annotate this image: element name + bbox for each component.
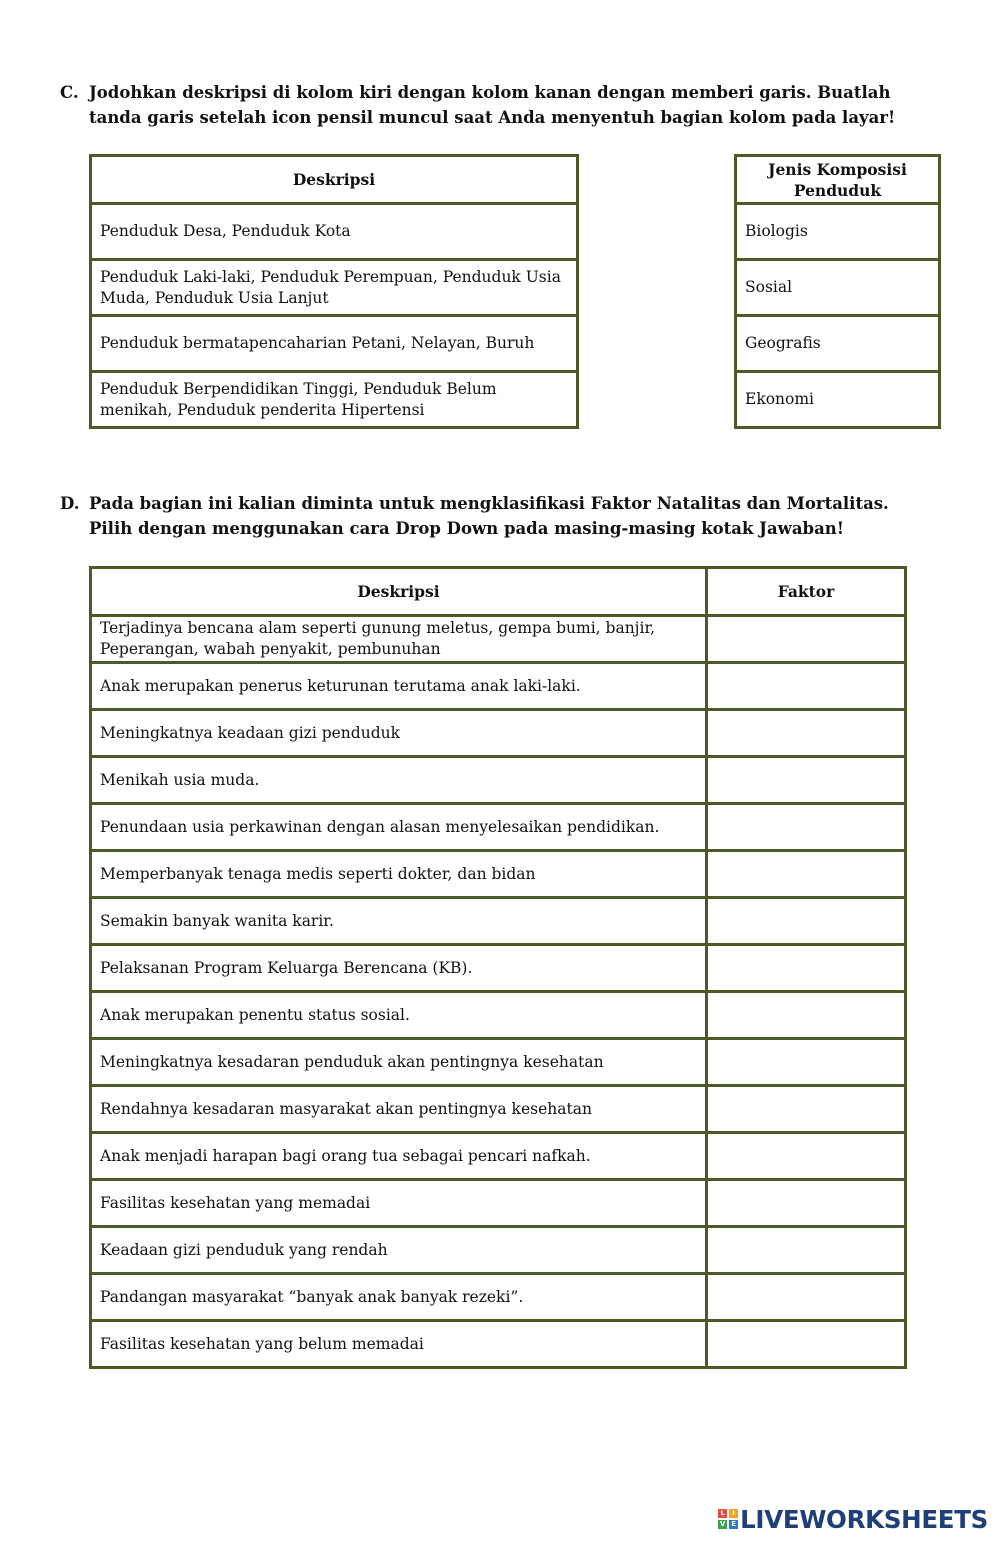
factor-answer-dropdown[interactable] — [707, 945, 906, 992]
table-row — [736, 260, 940, 316]
factor-answer-dropdown[interactable] — [707, 1274, 906, 1321]
matching-right-item[interactable]: Ekonomi — [736, 372, 940, 428]
factor-answer-dropdown[interactable] — [707, 1086, 906, 1133]
factor-description: Pelaksanan Program Keluarga Berencana (KB). — [91, 945, 707, 992]
matching-description-table — [89, 154, 579, 429]
table-row — [91, 1086, 906, 1133]
composition-header: Jenis Komposisi Penduduk — [736, 156, 940, 204]
logo-text: LIVEWORKSHEETS — [740, 1504, 988, 1534]
factor-description: Anak merupakan penerus keturunan terutama anak laki-laki. — [91, 663, 707, 710]
factor-answer-dropdown[interactable] — [707, 804, 906, 851]
factor-answer-dropdown[interactable] — [707, 1227, 906, 1274]
table-row — [91, 372, 578, 428]
factor-answer-dropdown[interactable] — [707, 1133, 906, 1180]
table-row — [91, 260, 578, 316]
section-c-letter: C. — [60, 83, 79, 102]
factor-description: Terjadinya bencana alam seperti gunung meletus, gempa bumi, banjir, Peperangan, wabah penyakit, pembunuhan — [91, 616, 707, 663]
factor-answer-dropdown[interactable] — [707, 757, 906, 804]
matching-left-item[interactable]: Penduduk bermatapencaharian Petani, Nelayan, Buruh — [91, 316, 578, 372]
table-row — [736, 316, 940, 372]
matching-left-item[interactable]: Penduduk Desa, Penduduk Kota — [91, 204, 578, 260]
section-d-instruction: Pada bagian ini kalian diminta untuk mengklasifikasi Faktor Natalitas dan Mortalitas. Pilih dengan menggunakan cara Drop Down pada masing-masing kotak Jawaban! — [89, 494, 889, 538]
instruction-d — [60, 491, 920, 541]
live-mark-letter: L — [718, 1509, 727, 1518]
factor-description: Meningkatnya kesadaran penduduk akan pentingnya kesehatan — [91, 1039, 707, 1086]
table-row — [91, 316, 578, 372]
factor-description: Meningkatnya keadaan gizi penduduk — [91, 710, 707, 757]
factor-answer-dropdown[interactable] — [707, 616, 906, 663]
factor-answer-dropdown[interactable] — [707, 710, 906, 757]
matching-composition-table — [734, 154, 941, 429]
table-row — [91, 616, 906, 663]
table-row — [91, 1321, 906, 1368]
table-row — [736, 372, 940, 428]
factor-description: Semakin banyak wanita karir. — [91, 898, 707, 945]
factor-answer-dropdown[interactable] — [707, 1180, 906, 1227]
live-mark-letter: I — [729, 1509, 738, 1518]
table-row — [91, 851, 906, 898]
liveworksheets-logo — [718, 1503, 988, 1535]
table-row — [91, 1133, 906, 1180]
table-row — [91, 1227, 906, 1274]
factor-description: Fasilitas kesehatan yang memadai — [91, 1180, 707, 1227]
factor-answer-dropdown[interactable] — [707, 851, 906, 898]
table-row — [91, 898, 906, 945]
table-row — [91, 804, 906, 851]
table-row — [91, 1039, 906, 1086]
table-row — [91, 992, 906, 1039]
table-row — [91, 710, 906, 757]
table-row — [91, 1180, 906, 1227]
description-header: Deskripsi — [91, 156, 578, 204]
matching-left-item[interactable]: Penduduk Laki-laki, Penduduk Perempuan, Penduduk Usia Muda, Penduduk Usia Lanjut — [91, 260, 578, 316]
factor-header: Faktor — [707, 568, 906, 616]
factor-description: Memperbanyak tenaga medis seperti dokter, dan bidan — [91, 851, 707, 898]
live-mark-icon — [718, 1509, 738, 1529]
factor-answer-dropdown[interactable] — [707, 663, 906, 710]
matching-right-item[interactable]: Biologis — [736, 204, 940, 260]
factor-classification-table — [89, 566, 907, 1369]
factor-description: Penundaan usia perkawinan dengan alasan menyelesaikan pendidikan. — [91, 804, 707, 851]
table-header-row — [91, 156, 578, 204]
section-c-instruction: Jodohkan deskripsi di kolom kiri dengan kolom kanan dengan memberi garis. Buatlah tanda garis setelah icon pensil muncul saat Anda menyentuh bagian kolom pada layar! — [89, 83, 896, 127]
description-header: Deskripsi — [91, 568, 707, 616]
table-row — [91, 1274, 906, 1321]
factor-description: Anak menjadi harapan bagi orang tua sebagai pencari nafkah. — [91, 1133, 707, 1180]
table-header-row — [736, 156, 940, 204]
table-row — [736, 204, 940, 260]
table-row — [91, 204, 578, 260]
matching-left-item[interactable]: Penduduk Berpendidikan Tinggi, Penduduk Belum menikah, Penduduk penderita Hipertensi — [91, 372, 578, 428]
table-row — [91, 757, 906, 804]
instruction-c — [60, 80, 920, 130]
table-header-row — [91, 568, 906, 616]
factor-answer-dropdown[interactable] — [707, 1321, 906, 1368]
table-row — [91, 945, 906, 992]
factor-description: Anak merupakan penentu status sosial. — [91, 992, 707, 1039]
factor-description: Keadaan gizi penduduk yang rendah — [91, 1227, 707, 1274]
factor-answer-dropdown[interactable] — [707, 898, 906, 945]
factor-answer-dropdown[interactable] — [707, 992, 906, 1039]
matching-right-item[interactable]: Sosial — [736, 260, 940, 316]
factor-answer-dropdown[interactable] — [707, 1039, 906, 1086]
factor-description: Fasilitas kesehatan yang belum memadai — [91, 1321, 707, 1368]
factor-description: Rendahnya kesadaran masyarakat akan pentingnya kesehatan — [91, 1086, 707, 1133]
factor-description: Menikah usia muda. — [91, 757, 707, 804]
matching-right-item[interactable]: Geografis — [736, 316, 940, 372]
section-d-letter: D. — [60, 494, 80, 513]
table-row — [91, 663, 906, 710]
factor-description: Pandangan masyarakat “banyak anak banyak rezeki”. — [91, 1274, 707, 1321]
live-mark-letter: E — [729, 1520, 738, 1529]
live-mark-letter: V — [719, 1520, 726, 1528]
